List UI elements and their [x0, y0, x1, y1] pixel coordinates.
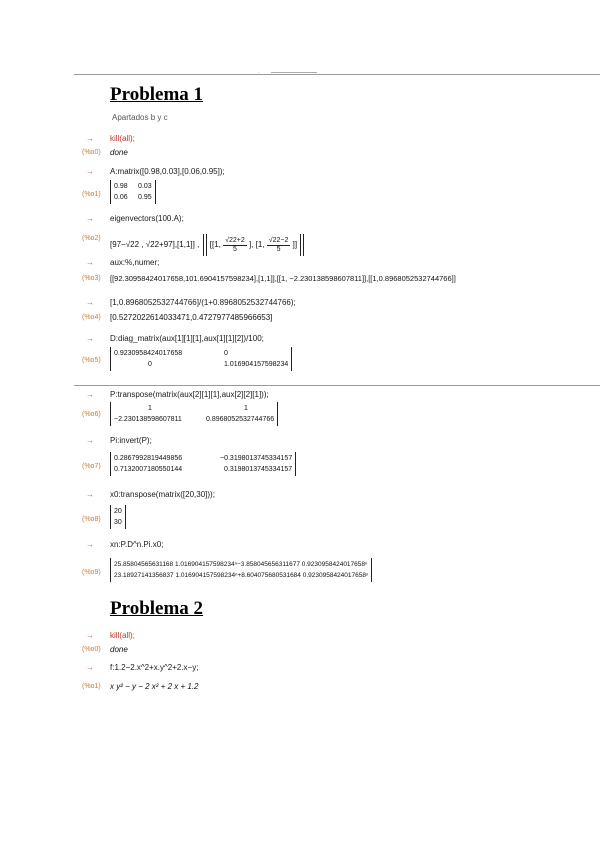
matrix-output — [110, 402, 278, 426]
output-label: (%o7) — [82, 463, 101, 470]
heading-problema-2: Problema 2 — [110, 598, 204, 619]
input-arrow-icon: → — [86, 631, 94, 640]
output-value: x y² − y − 2 x² + 2 x + 1.2 — [110, 682, 199, 691]
input-arrow-icon: → — [86, 298, 94, 307]
top-rule — [74, 74, 600, 75]
input-expression[interactable]: kill(all); — [110, 631, 135, 640]
matrix-cell: −0.3198013745334157 — [220, 455, 293, 462]
matrix-cell: 23.18927141356837 1.016904157598234ⁿ+8.604075680531684 0.9230958424017658ⁿ — [114, 572, 369, 579]
section-divider — [74, 385, 600, 386]
input-expression[interactable]: x0:transpose(matrix([20,30])); — [110, 490, 215, 499]
matrix-cell: −2.230138598607811 — [114, 416, 182, 423]
output-label: (%o8) — [82, 516, 101, 523]
input-expression[interactable]: xn:P.D^n.Pi.x0; — [110, 540, 164, 549]
output-value: done — [110, 645, 128, 654]
input-expression[interactable]: D:diag_matrix(aux[1][1][1],aux[1][1][2])/100; — [110, 334, 264, 343]
input-expression[interactable]: kill(all); — [110, 134, 135, 143]
output-label: (%o3) — [82, 275, 101, 282]
output-label: (%o9) — [82, 569, 101, 576]
input-expression[interactable]: P:transpose(matrix(aux[2][1][1],aux[2][2][1])); — [110, 390, 269, 399]
matrix-cell: 0.95 — [138, 194, 152, 201]
matrix-cell: 1.016904157598234 — [224, 361, 289, 368]
input-arrow-icon: → — [86, 258, 94, 267]
input-arrow-icon: → — [86, 663, 94, 672]
output-label: (%o5) — [82, 357, 101, 364]
input-arrow-icon: → — [86, 436, 94, 445]
matrix-cell: 20 — [114, 508, 122, 515]
matrix-cell: 0.8968052532744766 — [206, 416, 275, 423]
output-value: done — [110, 148, 128, 157]
input-arrow-icon: → — [86, 390, 94, 399]
output-label: (%o0) — [82, 646, 101, 653]
output-label: (%o1) — [82, 191, 101, 198]
matrix-output — [110, 505, 126, 529]
matrix-cell: 0.03 — [138, 183, 152, 190]
matrix-cell: 25.85804565631168 1.016904157598234ⁿ−3.858045656311677 0.9230958424017658ⁿ — [114, 561, 368, 568]
matrix-output — [110, 347, 292, 371]
input-arrow-icon: → — [86, 490, 94, 499]
output-label: (%o6) — [82, 411, 101, 418]
input-expression[interactable]: aux:%,numer; — [110, 258, 160, 267]
matrix-output — [110, 452, 296, 476]
matrix-cell: 1 — [244, 405, 248, 412]
matrix-output — [110, 180, 156, 204]
input-arrow-icon: → — [86, 540, 94, 549]
input-expression[interactable]: [1,0.8968052532744766]/(1+0.8968052532744766); — [110, 298, 296, 307]
output-value: [0.5272022614033471,0.4727977485966653] — [110, 313, 273, 322]
output-value: [[92.30958424017658,101.6904157598234],[1,1]],[[1, −2.230138598607811]],[[1,0.8968052532744766]] — [110, 274, 456, 283]
matrix-cell: 0.9230958424017658 — [114, 350, 183, 357]
matrix-cell: 0.7132007180550144 — [114, 466, 183, 473]
matrix-cell: 0.2867992819449856 — [114, 455, 183, 462]
input-arrow-icon: → — [86, 167, 94, 176]
top-marks: · — [258, 70, 317, 76]
input-expression[interactable]: Pi:invert(P); — [110, 436, 152, 445]
input-expression[interactable]: eigenvectors(100.A); — [110, 214, 184, 223]
matrix-cell: 0.3198013745334157 — [224, 466, 293, 473]
heading-problema-1: Problema 1 — [110, 84, 204, 105]
output-label: (%o2) — [82, 235, 101, 242]
note-apartados: Apartados b y c — [112, 113, 168, 122]
output-label: (%o4) — [82, 314, 101, 321]
output-label: (%o0) — [82, 149, 101, 156]
matrix-cell: 0 — [148, 361, 152, 368]
input-arrow-icon: → — [86, 134, 94, 143]
matrix-cell: 1 — [148, 405, 152, 412]
matrix-cell: 30 — [114, 519, 122, 526]
input-expression[interactable]: f:1.2−2.x^2+x.y^2+2.x−y; — [110, 663, 199, 672]
matrix-cell: 0.06 — [114, 194, 128, 201]
matrix-output — [110, 558, 372, 582]
eigen-output: [97−√22 , √22+97],[1,1]] , [[1, $\frac{√22+2}{5}$ ], [1, $\frac{√22-2}{5}$ ]] — [110, 234, 305, 256]
input-expression[interactable]: A:matrix([0.98,0.03],[0.06,0.95]); — [110, 167, 225, 176]
input-arrow-icon: → — [86, 214, 94, 223]
matrix-cell: 0.98 — [114, 183, 128, 190]
output-label: (%o1) — [82, 683, 101, 690]
matrix-cell: 0 — [224, 350, 228, 357]
input-arrow-icon: → — [86, 334, 94, 343]
